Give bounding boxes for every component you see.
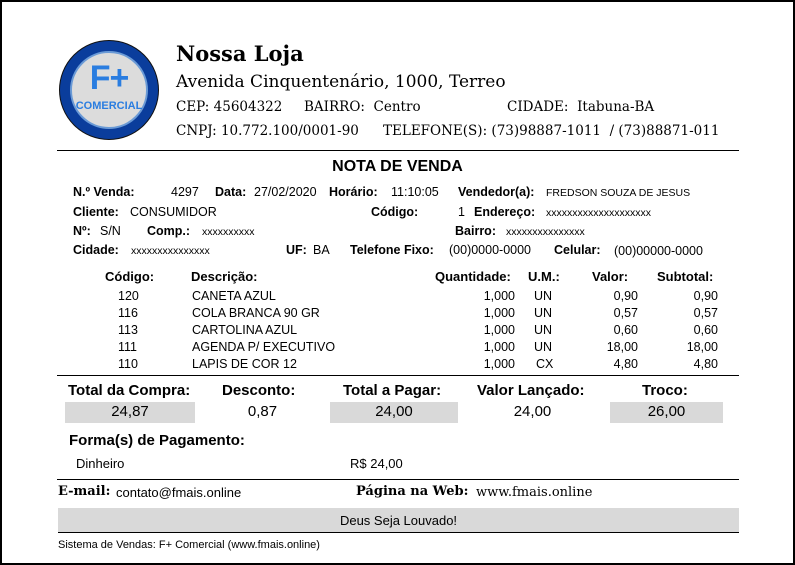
sale-number: 4297 xyxy=(171,185,199,199)
store-name: Nossa Loja xyxy=(176,41,304,66)
customer-name: CONSUMIDOR xyxy=(130,205,217,219)
customer-comp: xxxxxxxxxx xyxy=(202,226,255,238)
sale-number-label: N.º Venda: xyxy=(73,185,135,199)
system-credit: Sistema de Vendas: F+ Comercial (www.fmais.online) xyxy=(58,539,320,551)
discount-value: 0,87 xyxy=(247,403,278,420)
col-header-valor: Valor: xyxy=(592,269,629,284)
web-label: Página na Web: xyxy=(356,484,469,499)
total-purchase-label: Total da Compra: xyxy=(68,382,191,399)
email-label: E-mail: xyxy=(58,484,111,499)
total-purchase-value: 24,87 xyxy=(111,403,149,420)
store-bairro: BAIRRO: Centro xyxy=(304,99,421,115)
document-title: NOTA DE VENDA xyxy=(332,158,463,175)
customer-code-label: Código: xyxy=(371,205,419,219)
col-header-um: U.M.: xyxy=(528,269,560,284)
customer-number: S/N xyxy=(100,224,121,238)
store-logo xyxy=(59,40,159,140)
col-header-subtotal: Subtotal: xyxy=(657,269,714,284)
divider xyxy=(57,479,739,480)
customer-bairro: xxxxxxxxxxxxxxx xyxy=(506,226,585,238)
customer-city-label: Cidade: xyxy=(73,243,119,257)
payment-method: Dinheiro xyxy=(76,456,125,471)
payment-methods-label: Forma(s) de Pagamento: xyxy=(69,432,245,449)
col-header-codigo: Código: xyxy=(105,269,155,284)
store-address: Avenida Cinquentenário, 1000, Terreo xyxy=(176,72,506,92)
logo-mark: F+ xyxy=(89,59,129,97)
change-label: Troco: xyxy=(642,382,688,399)
divider xyxy=(57,375,739,376)
discount-label: Desconto: xyxy=(222,382,296,399)
customer-comp-label: Comp.: xyxy=(147,224,191,238)
col-header-quantidade: Quantidade: xyxy=(435,269,511,284)
divider xyxy=(57,150,739,151)
col-header-descricao: Descrição: xyxy=(191,269,258,284)
customer-phone-label: Telefone Fixo: xyxy=(350,243,434,257)
customer-phone: (00)0000-0000 xyxy=(449,243,532,257)
seller-name: FREDSON SOUZA DE JESUS xyxy=(546,187,691,199)
customer-bairro-label: Bairro: xyxy=(455,224,496,238)
total-due-label: Total a Pagar: xyxy=(343,382,442,399)
logo-subtitle: COMERCIAL xyxy=(75,100,143,112)
sale-time: 11:10:05 xyxy=(391,185,439,199)
store-cidade: CIDADE: Itabuna-BA xyxy=(507,99,655,115)
store-telefone: TELEFONE(S): (73)98887-1011 / (73)88871-011 xyxy=(383,123,720,139)
customer-uf: BA xyxy=(313,243,330,257)
amount-paid-value: 24,00 xyxy=(513,403,552,420)
store-cep: CEP: 45604322 xyxy=(176,99,283,115)
customer-code: 1 xyxy=(458,205,465,219)
seller-label: Vendedor(a): xyxy=(458,185,535,199)
customer-address: xxxxxxxxxxxxxxxxxxxx xyxy=(546,207,651,219)
store-cnpj: CNPJ: 10.772.100/0001-90 xyxy=(176,123,359,139)
customer-mobile-label: Celular: xyxy=(554,243,601,257)
customer-uf-label: UF: xyxy=(286,243,307,257)
sale-time-label: Horário: xyxy=(329,185,378,199)
customer-label: Cliente: xyxy=(73,205,119,219)
sale-date-label: Data: xyxy=(215,185,247,199)
customer-mobile: (00)00000-0000 xyxy=(614,244,703,258)
amount-paid-label: Valor Lançado: xyxy=(477,382,585,399)
change-value: 26,00 xyxy=(647,403,686,420)
web-link[interactable]: www.fmais.online xyxy=(476,485,593,500)
customer-city: xxxxxxxxxxxxxxx xyxy=(131,245,210,257)
customer-number-label: Nº: xyxy=(73,224,91,238)
total-due-value: 24,00 xyxy=(375,403,413,420)
footer-message: Deus Seja Louvado! xyxy=(339,513,458,528)
email-link[interactable]: contato@fmais.online xyxy=(116,485,242,500)
customer-address-label: Endereço: xyxy=(474,205,536,219)
payment-amount: R$ 24,00 xyxy=(350,456,403,471)
sale-date: 27/02/2020 xyxy=(254,185,317,199)
